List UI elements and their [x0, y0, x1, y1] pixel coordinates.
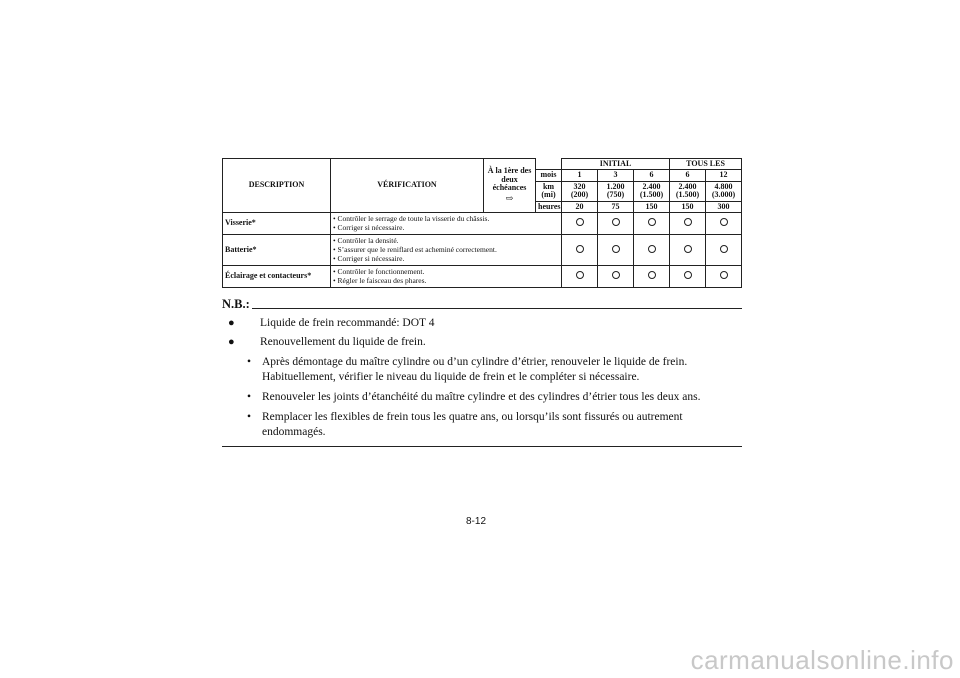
unit-heures: heures	[536, 201, 562, 212]
circle-icon	[612, 245, 620, 253]
circle-icon	[720, 271, 728, 279]
circle-icon	[720, 218, 728, 226]
interval-value: 2.400 (1.500)	[634, 181, 670, 201]
divider	[252, 308, 742, 309]
right-arrow-icon: ⇨	[505, 193, 514, 204]
bullet-icon: •	[247, 391, 252, 403]
note-text: Remplacer les flexibles de frein tous les quatre ans, ou lorsqu’ils sont fissurés ou autrement endommagés.	[262, 410, 683, 438]
unit-mois: mois	[536, 170, 562, 181]
check-line: • Contrôler le serrage de toute la visserie du châssis.	[333, 214, 559, 223]
circle-icon	[612, 218, 620, 226]
item-name: Visserie*	[223, 212, 331, 234]
interval-value: 2.400 (1.500)	[670, 181, 706, 201]
list-item	[222, 410, 742, 440]
notes-title-text: N.B.:	[222, 297, 250, 311]
bullet-icon: •	[247, 356, 252, 369]
circle-icon	[648, 245, 656, 253]
circle-icon	[576, 271, 584, 279]
header-tous-les: TOUS LES	[670, 159, 742, 170]
bullet-icon: ●	[228, 317, 235, 330]
table-row	[223, 265, 742, 287]
item-checks	[331, 265, 562, 287]
interval-value: 320 (200)	[562, 181, 598, 201]
interval-value: 150	[634, 201, 670, 212]
list-item	[222, 390, 742, 405]
header-when	[484, 159, 536, 213]
bullet-icon: ●	[228, 336, 235, 349]
interval-value: 20	[562, 201, 598, 212]
interval-value: 300	[706, 201, 742, 212]
circle-icon	[684, 218, 692, 226]
interval-value: 3	[598, 170, 634, 181]
check-line: • Contrôler la densité.	[333, 236, 559, 245]
list-item	[222, 316, 742, 331]
interval-value: 150	[670, 201, 706, 212]
header-initial: INITIAL	[562, 159, 670, 170]
interval-value: 1	[562, 170, 598, 181]
page-number: 8-12	[466, 516, 487, 527]
watermark-text: carmanualsonline.info	[690, 645, 954, 675]
interval-value: 12	[706, 170, 742, 181]
header-description: DESCRIPTION	[223, 159, 331, 213]
item-name: Éclairage et contacteurs*	[223, 265, 331, 287]
interval-value: 6	[670, 170, 706, 181]
notes-title	[222, 296, 742, 312]
check-line: • Corriger si nécessaire.	[333, 223, 559, 232]
maintenance-table	[222, 158, 742, 288]
check-line: • Régler le faisceau des phares.	[333, 276, 559, 285]
interval-value: 1.200 (750)	[598, 181, 634, 201]
note-text: Liquide de frein recommandé: DOT 4	[260, 317, 435, 330]
interval-value: 4.800 (3.000)	[706, 181, 742, 201]
interval-value: 6	[634, 170, 670, 181]
check-line: • S’assurer que le reniflard est acheminé correctement.	[333, 245, 559, 254]
item-name: Batterie*	[223, 234, 331, 265]
header-when-text: À la 1ère des deux échéances	[487, 165, 532, 193]
circle-icon	[648, 271, 656, 279]
list-item	[222, 355, 742, 385]
table-row	[223, 234, 742, 265]
item-checks	[331, 234, 562, 265]
notes-block	[222, 296, 742, 447]
circle-icon	[576, 218, 584, 226]
circle-icon	[648, 218, 656, 226]
note-text: Renouvellement du liquide de frein.	[260, 336, 426, 349]
check-line: • Corriger si nécessaire.	[333, 254, 559, 263]
unit-km: km (mi)	[536, 181, 562, 201]
note-text: Après démontage du maître cylindre ou d’un cylindre d’étrier, renouveler le liquide de frein.	[262, 356, 688, 369]
circle-icon	[684, 245, 692, 253]
circle-icon	[684, 271, 692, 279]
item-checks	[331, 212, 562, 234]
interval-value: 75	[598, 201, 634, 212]
table-row	[223, 212, 742, 234]
circle-icon	[576, 245, 584, 253]
check-line: • Contrôler le fonctionnement.	[333, 267, 559, 276]
note-text: Renouveler les joints d’étanchéité du maître cylindre et des cylindres d’étrier tous les deux ans.	[262, 391, 701, 403]
note-text: Habituellement, vérifier le niveau du liquide de frein et le compléter si nécessaire.	[262, 371, 640, 384]
bullet-icon: •	[247, 410, 252, 423]
list-item	[222, 335, 742, 350]
circle-icon	[720, 245, 728, 253]
circle-icon	[612, 271, 620, 279]
divider	[222, 446, 742, 447]
header-verification: VÉRIFICATION	[331, 159, 484, 213]
